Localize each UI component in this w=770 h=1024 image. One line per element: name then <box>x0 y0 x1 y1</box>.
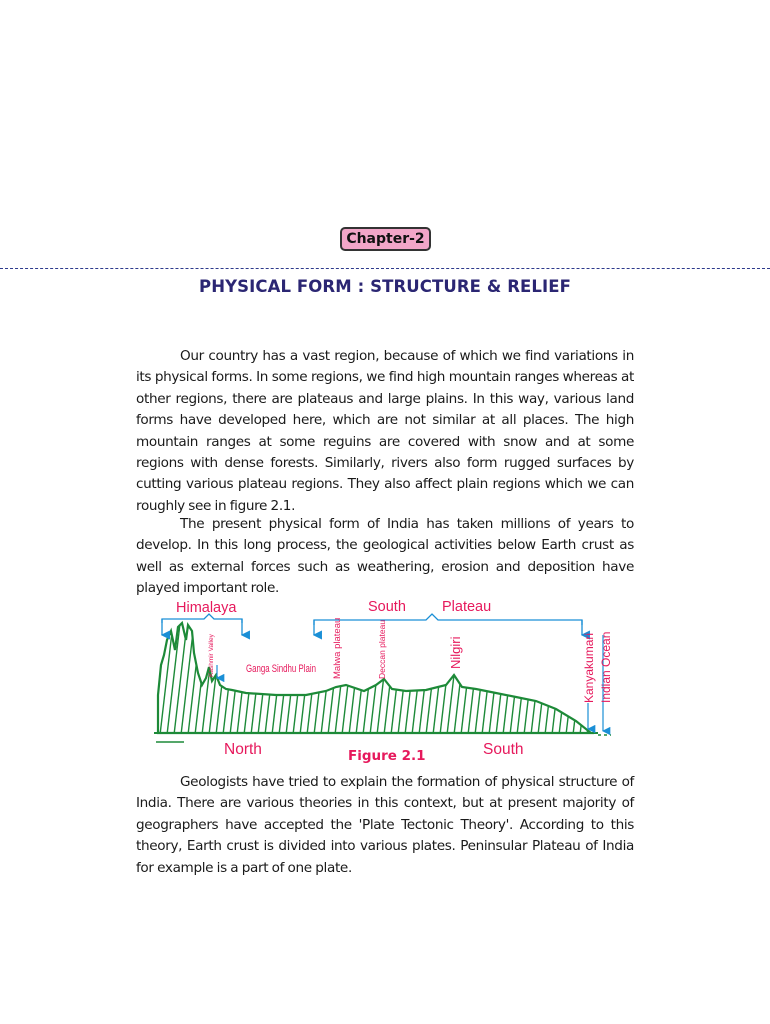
label-deccan-plateau: Deccan plateau <box>377 619 387 679</box>
figure-caption: Figure 2.1 <box>348 748 426 764</box>
label-kashmir-valley: Kashmir Valley <box>208 634 215 677</box>
label-kanyakumari: Kanyakumari <box>582 632 596 703</box>
label-malwa-plateau: Malwa plateau <box>332 617 343 679</box>
chapter-label: Chapter-2 <box>346 231 425 247</box>
label-north: North <box>224 741 262 758</box>
label-ganga-sindhu-plain: Ganga Sindhu Plain <box>246 663 316 675</box>
label-south-bottom: South <box>483 741 524 758</box>
terrain-hatch-stroke <box>566 615 580 735</box>
label-nilgiri: Nilgiri <box>448 636 463 669</box>
label-indian-ocean: Indian Ocean <box>599 631 613 703</box>
himalaya-bracket <box>162 614 242 635</box>
chapter-badge <box>340 227 431 251</box>
dashed-divider <box>0 268 770 269</box>
page-title: PHYSICAL FORM : STRUCTURE & RELIEF <box>199 277 571 296</box>
plateau-bracket <box>314 614 582 635</box>
label-himalaya: Himalaya <box>176 600 237 616</box>
terrain-profile <box>146 615 629 742</box>
paragraph-plate-tectonics: Geologists have tried to explain the formation of physical structure of India. There are various theories in this context, but at present majority of geographers have accepted the 'Plate Tectonic Theory'. According to this theory, Earth crust is divided into various plates. Peninsular Plateau of India for example is a part of one plate. <box>136 774 634 876</box>
label-south-top: South <box>368 599 406 615</box>
label-plateau: Plateau <box>442 599 492 615</box>
paragraph-intro: Our country has a vast region, because of which we find variations in its physical forms. In some regions, we find high mountain ranges whereas at other regions, there are plateaus and large plains. In this way, various land forms have developed here, which are not similar at all places. The high mountain ranges at some reguins are covered with snow and at some regions with dense forests. Similarly, rivers also form rugged surfaces by cutting various plateau regions. They also affect plain regions which we can roughly see in figure 2.1. <box>136 348 634 514</box>
paragraph-development: The present physical form of India has taken millions of years to develop. In this long process, the geological activities below Earth crust as well as external forces such as weathering, erosion and deposition have played important role. <box>136 516 634 597</box>
terrain-hatch-stroke <box>615 615 629 735</box>
